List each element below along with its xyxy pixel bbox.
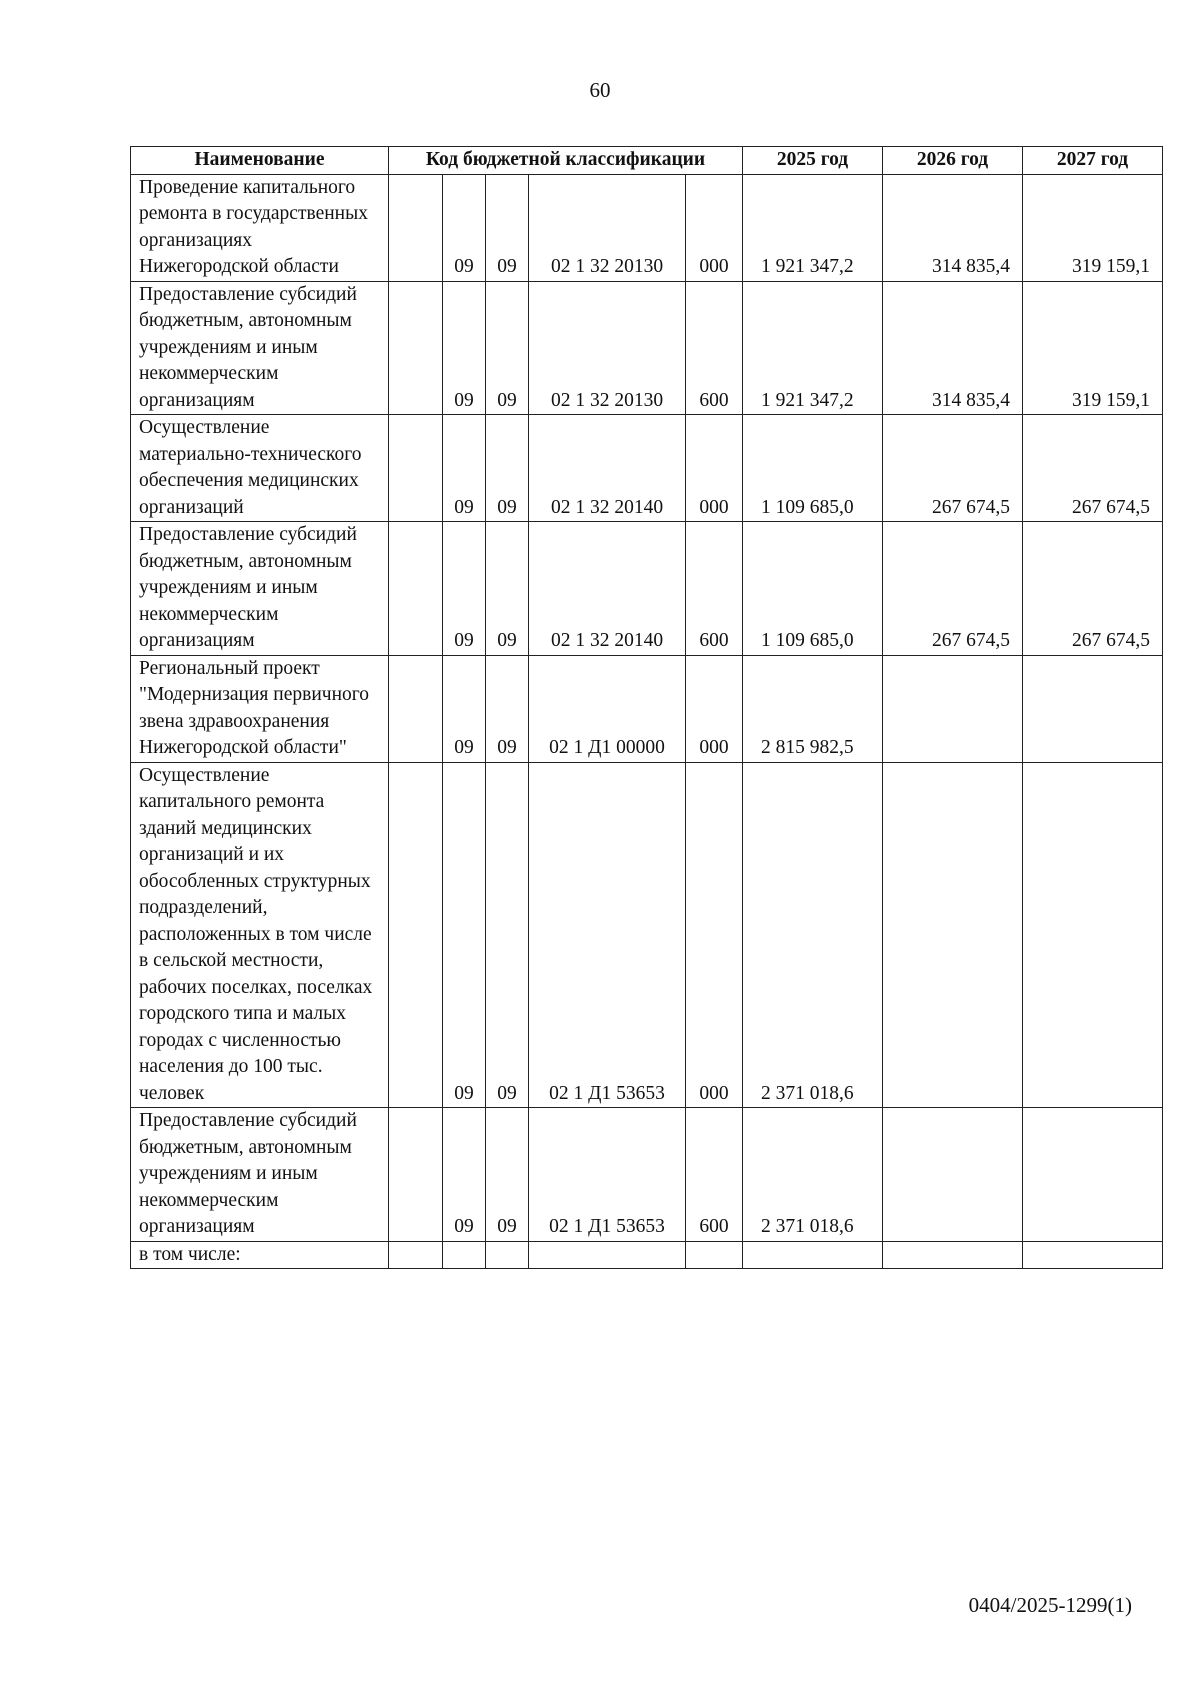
table-row [131,174,1163,281]
value-2027: 319 159,1 [1023,281,1163,415]
table-row [131,1241,1163,1268]
header-2026: 2026 год [883,147,1023,175]
header-code: Код бюджетной классификации [389,147,743,175]
code-subsection: 09 [486,522,529,656]
code-target: 02 1 32 20140 [529,415,686,522]
value-2027 [1023,1108,1163,1242]
code-section: 09 [443,174,486,281]
table-row [131,762,1163,1108]
code-subsection: 09 [486,174,529,281]
code-target: 02 1 Д1 53653 [529,1108,686,1242]
table-row [131,281,1163,415]
value-2026: 267 674,5 [883,415,1023,522]
code-subsection: 09 [486,762,529,1108]
code-target: 02 1 Д1 53653 [529,762,686,1108]
code-expense-type: 600 [686,281,743,415]
page-number: 60 [589,78,611,102]
code-target: 02 1 32 20130 [529,281,686,415]
value-2027: 267 674,5 [1023,415,1163,522]
header-name: Наименование [131,147,389,175]
value-2026 [883,1108,1023,1242]
code-target [529,1241,686,1268]
code-section: 09 [443,522,486,656]
value-2025: 1 109 685,0 [743,415,883,522]
code-section: 09 [443,1108,486,1242]
code-section [443,1241,486,1268]
code-subsection: 09 [486,1108,529,1242]
value-2025: 2 371 018,6 [743,1108,883,1242]
code-expense-type: 000 [686,762,743,1108]
value-2025: 1 921 347,2 [743,281,883,415]
header-2027: 2027 год [1023,147,1163,175]
budget-table [130,146,1163,1269]
value-2026 [883,1241,1023,1268]
code-ministry [389,522,443,656]
table-row [131,522,1163,656]
value-2025: 2 815 982,5 [743,655,883,762]
row-name: Предоставление субсидий бюджетным, автономным учреждениям и иным некоммерческим организациям [131,1108,389,1242]
code-target: 02 1 32 20130 [529,174,686,281]
code-expense-type [686,1241,743,1268]
code-subsection [486,1241,529,1268]
value-2027 [1023,762,1163,1108]
code-ministry [389,655,443,762]
value-2026: 314 835,4 [883,174,1023,281]
value-2027: 267 674,5 [1023,522,1163,656]
table-row [131,415,1163,522]
value-2027 [1023,655,1163,762]
code-expense-type: 600 [686,1108,743,1242]
code-subsection: 09 [486,281,529,415]
value-2026 [883,762,1023,1108]
value-2025: 1 109 685,0 [743,522,883,656]
code-target: 02 1 Д1 00000 [529,655,686,762]
table-header-row [131,147,1163,175]
value-2027: 319 159,1 [1023,174,1163,281]
document-registration-code: 0404/2025-1299(1) [968,1593,1132,1617]
code-ministry [389,1241,443,1268]
code-ministry [389,1108,443,1242]
row-name: в том числе: [131,1241,389,1268]
row-name: Региональный проект "Модернизация первичного звена здравоохранения Нижегородской области" [131,655,389,762]
code-ministry [389,281,443,415]
code-section: 09 [443,281,486,415]
code-target: 02 1 32 20140 [529,522,686,656]
code-ministry [389,174,443,281]
value-2026: 267 674,5 [883,522,1023,656]
value-2026: 314 835,4 [883,281,1023,415]
value-2025 [743,1241,883,1268]
row-name: Осуществление капитального ремонта зданий медицинских организаций и их обособленных структурных подразделений, расположенных в том числе в сельской местности, рабочих поселках, поселках городского типа и малых городах с численностью населения до 100 тыс. человек [131,762,389,1108]
header-2025: 2025 год [743,147,883,175]
row-name: Проведение капитального ремонта в государственных организациях Нижегородской области [131,174,389,281]
value-2025: 2 371 018,6 [743,762,883,1108]
code-section: 09 [443,415,486,522]
row-name: Предоставление субсидий бюджетным, автономным учреждениям и иным некоммерческим организациям [131,281,389,415]
code-section: 09 [443,762,486,1108]
table-row [131,1108,1163,1242]
table-row [131,655,1163,762]
code-expense-type: 600 [686,522,743,656]
code-expense-type: 000 [686,415,743,522]
code-expense-type: 000 [686,655,743,762]
value-2025: 1 921 347,2 [743,174,883,281]
value-2026 [883,655,1023,762]
code-subsection: 09 [486,655,529,762]
code-ministry [389,415,443,522]
value-2027 [1023,1241,1163,1268]
row-name: Предоставление субсидий бюджетным, автономным учреждениям и иным некоммерческим организациям [131,522,389,656]
code-ministry [389,762,443,1108]
code-subsection: 09 [486,415,529,522]
code-section: 09 [443,655,486,762]
row-name: Осуществление материально-технического обеспечения медицинских организаций [131,415,389,522]
code-expense-type: 000 [686,174,743,281]
